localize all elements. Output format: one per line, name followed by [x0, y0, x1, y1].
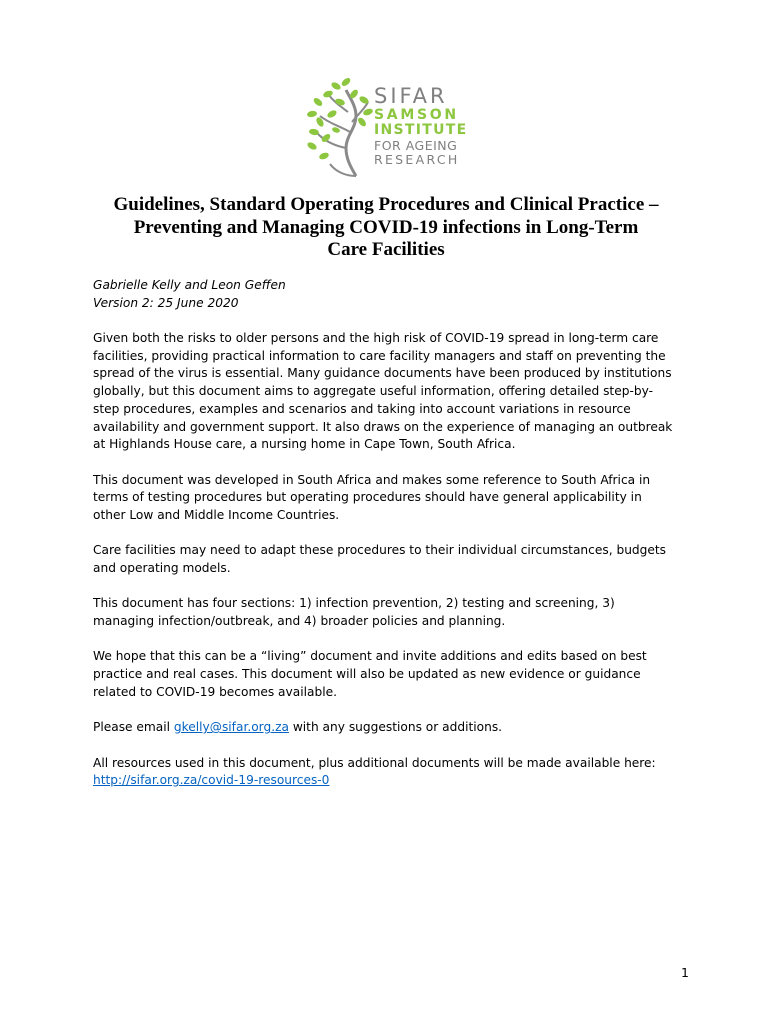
email-link[interactable]: gkelly@sifar.org.za	[173, 720, 289, 735]
email-suffix: with any suggestions or additions.	[288, 720, 503, 735]
document-title	[86, 194, 686, 262]
text-line: facilities, providing practical information to care facility managers and staff on preventing the	[93, 348, 666, 363]
text-line: step procedures, examples and scenarios and taking into account variations in resource	[93, 401, 631, 416]
paragraph-sections	[93, 595, 693, 630]
resources-link[interactable]: http://sifar.org.za/covid-19-resources-0	[93, 773, 330, 788]
paragraph-south-africa	[93, 472, 693, 525]
text-line: at Highlands House care, a nursing home in Cape Town, South Africa.	[93, 437, 516, 452]
paragraph-intro	[93, 330, 693, 454]
document-body	[93, 277, 693, 790]
sifar-logo	[306, 72, 468, 178]
tree-logo-icon	[306, 72, 374, 178]
text-line: We hope that this can be a “living” document and invite additions and edits based on best	[93, 649, 647, 664]
text-line: availability and government support. It also draws on the experience of managing an outbreak	[93, 419, 673, 434]
logo-wordmark	[374, 86, 468, 168]
text-line: This document has four sections: 1) infection prevention, 2) testing and screening, 3)	[93, 596, 615, 611]
version: Version 2: 25 June 2020	[93, 295, 239, 310]
paragraph-adapt	[93, 542, 693, 577]
page-number: 1	[681, 965, 689, 980]
text-line: related to COVID-19 becomes available.	[93, 684, 337, 699]
text-line: Care facilities may need to adapt these procedures to their individual circumstances, budgets	[93, 543, 667, 558]
text-line: managing infection/outbreak, and 4) broader policies and planning.	[93, 614, 506, 629]
logo-line-research: RESEARCH	[374, 152, 460, 167]
paragraph-living-document	[93, 648, 693, 701]
title-line: Preventing and Managing COVID-19 infections in Long-Term	[133, 216, 639, 238]
authors: Gabrielle Kelly and Leon Geffen	[93, 278, 286, 292]
logo-line-sifar: SIFAR	[374, 84, 448, 108]
logo-line-for-ageing: FOR AGEING	[374, 138, 458, 153]
text-line: This document was developed in South Africa and makes some reference to South Africa in	[93, 472, 651, 487]
email-prefix: Please email	[93, 720, 174, 735]
email-paragraph	[93, 719, 693, 737]
text-line: globally, but this document aims to aggregate useful information, offering detailed step-by-	[93, 384, 653, 399]
text-line: Given both the risks to older persons and the high risk of COVID-19 spread in long-term care	[93, 331, 659, 346]
text-line: and operating models.	[93, 561, 231, 575]
text-line: terms of testing procedures but operating procedures should have general applicability in	[93, 490, 642, 505]
text-line: spread of the virus is essential. Many guidance documents have been produced by institutions	[93, 366, 672, 381]
resources-paragraph	[93, 755, 693, 790]
logo-line-institute: INSTITUTE	[374, 122, 468, 138]
text-line: practice and real cases. This document will also be updated as new evidence or guidance	[93, 667, 641, 682]
resources-text: All resources used in this document, plus additional documents will be made available here:	[93, 755, 656, 770]
title-line: Care Facilities	[327, 239, 445, 260]
logo-line-samson: SAMSON	[374, 107, 459, 123]
text-line: other Low and Middle Income Countries.	[93, 507, 340, 522]
title-line: Guidelines, Standard Operating Procedures and Clinical Practice –	[113, 194, 659, 215]
